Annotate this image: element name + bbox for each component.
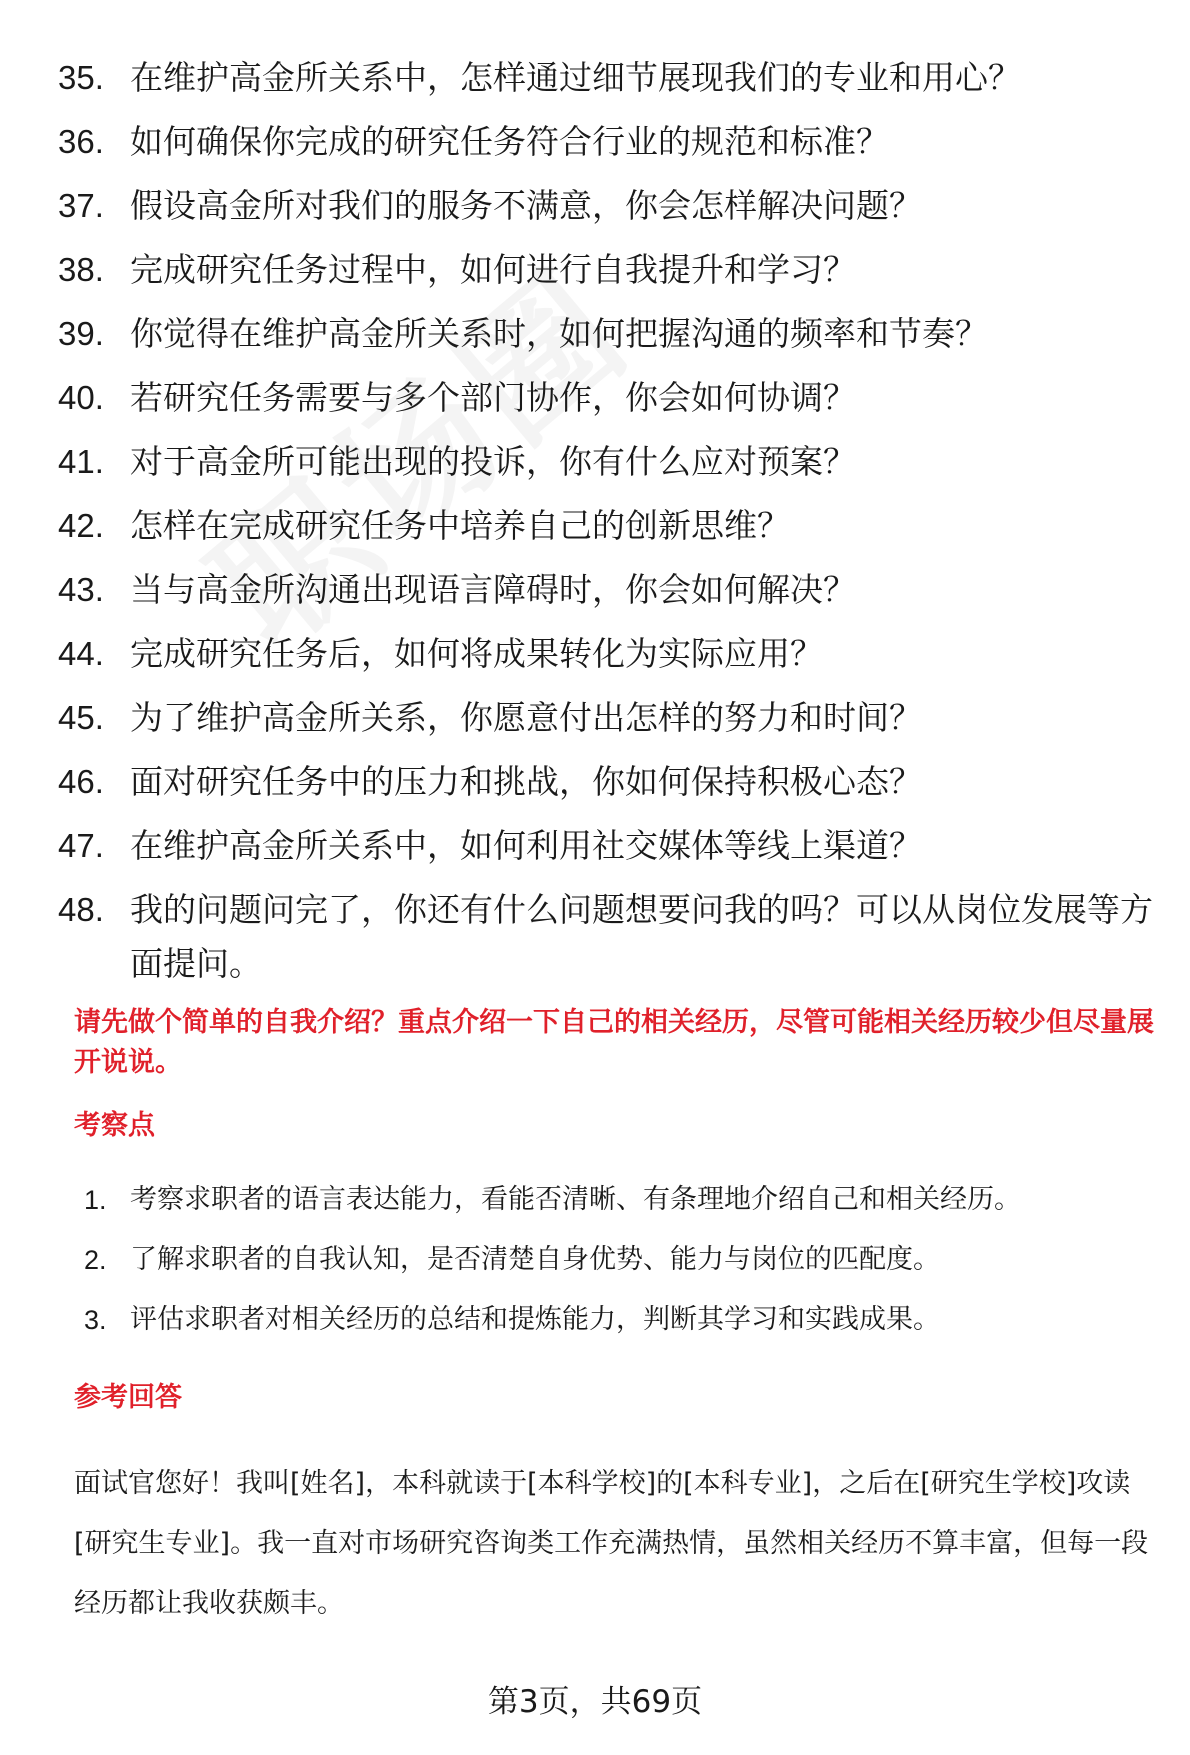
question-item <box>58 814 1158 878</box>
question-item <box>58 238 1158 302</box>
question-item <box>58 430 1158 494</box>
question-text: 当与高金所沟通出现语言障碍时，你会如何解决？ <box>130 570 856 609</box>
question-item <box>58 46 1158 110</box>
question-item <box>58 302 1158 366</box>
question-item <box>58 878 1158 991</box>
assessment-point <box>84 1230 1164 1290</box>
question-item <box>58 174 1158 238</box>
question-number: 46. <box>58 763 104 800</box>
question-text: 我的问题问完了，你还有什么问题想要问我的吗？可以从岗位发展等方面提问。 <box>130 890 1153 983</box>
question-number: 39. <box>58 315 104 352</box>
question-number: 43. <box>58 571 104 608</box>
point-text: 考察求职者的语言表达能力，看能否清晰、有条理地介绍自己和相关经历。 <box>130 1184 1021 1215</box>
question-number: 35. <box>58 59 104 96</box>
assessment-points <box>84 1170 1164 1350</box>
question-number: 48. <box>58 891 104 928</box>
question-text: 在维护高金所关系中，如何利用社交媒体等线上渠道？ <box>130 826 922 865</box>
question-text: 面对研究任务中的压力和挑战，你如何保持积极心态？ <box>130 762 922 801</box>
question-number: 42. <box>58 507 104 544</box>
question-text: 完成研究任务过程中，如何进行自我提升和学习？ <box>130 250 856 289</box>
assessment-point <box>84 1290 1164 1350</box>
question-text: 在维护高金所关系中，怎样通过细节展现我们的专业和用心？ <box>130 58 1021 97</box>
featured-question: 请先做个简单的自我介绍？重点介绍一下自己的相关经历，尽管可能相关经历较少但尽量展开说说。 <box>74 1007 1154 1078</box>
question-number: 44. <box>58 635 104 672</box>
question-list <box>58 46 1158 991</box>
point-number: 1. <box>84 1185 107 1215</box>
question-text: 如何确保你完成的研究任务符合行业的规范和标准？ <box>130 122 889 161</box>
question-number: 45. <box>58 699 104 736</box>
assessment-title: 考察点 <box>74 1110 155 1141</box>
question-text: 为了维护高金所关系，你愿意付出怎样的努力和时间？ <box>130 698 922 737</box>
question-item <box>58 750 1158 814</box>
question-number: 37. <box>58 187 104 224</box>
question-number: 38. <box>58 251 104 288</box>
reference-answer: 面试官您好！我叫[姓名]，本科就读于[本科学校]的[本科专业]，之后在[研究生学校]攻读[研究生专业]。我一直对市场研究咨询类工作充满热情，虽然相关经历不算丰富，但每一段经历都让我收获颇丰。 <box>74 1468 1149 1619</box>
question-item <box>58 622 1158 686</box>
assessment-point <box>84 1170 1164 1230</box>
question-text: 完成研究任务后，如何将成果转化为实际应用？ <box>130 634 823 673</box>
question-number: 47. <box>58 827 104 864</box>
question-text: 怎样在完成研究任务中培养自己的创新思维？ <box>130 506 790 545</box>
question-number: 36. <box>58 123 104 160</box>
question-item <box>58 686 1158 750</box>
point-text: 了解求职者的自我认知，是否清楚自身优势、能力与岗位的匹配度。 <box>130 1244 940 1275</box>
point-number: 2. <box>84 1245 107 1275</box>
point-number: 3. <box>84 1305 107 1335</box>
question-text: 你觉得在维护高金所关系时，如何把握沟通的频率和节奏？ <box>130 314 988 353</box>
question-text: 若研究任务需要与多个部门协作，你会如何协调？ <box>130 378 856 417</box>
question-number: 41. <box>58 443 104 480</box>
question-item <box>58 494 1158 558</box>
point-text: 评估求职者对相关经历的总结和提炼能力，判断其学习和实践成果。 <box>130 1304 940 1335</box>
question-number: 40. <box>58 379 104 416</box>
question-item <box>58 558 1158 622</box>
reference-title: 参考回答 <box>74 1382 182 1413</box>
page-footer: 第3页，共69页 <box>487 1684 703 1720</box>
question-text: 对于高金所可能出现的投诉，你有什么应对预案？ <box>130 442 856 481</box>
question-item <box>58 366 1158 430</box>
question-item <box>58 110 1158 174</box>
question-text: 假设高金所对我们的服务不满意，你会怎样解决问题？ <box>130 186 922 225</box>
